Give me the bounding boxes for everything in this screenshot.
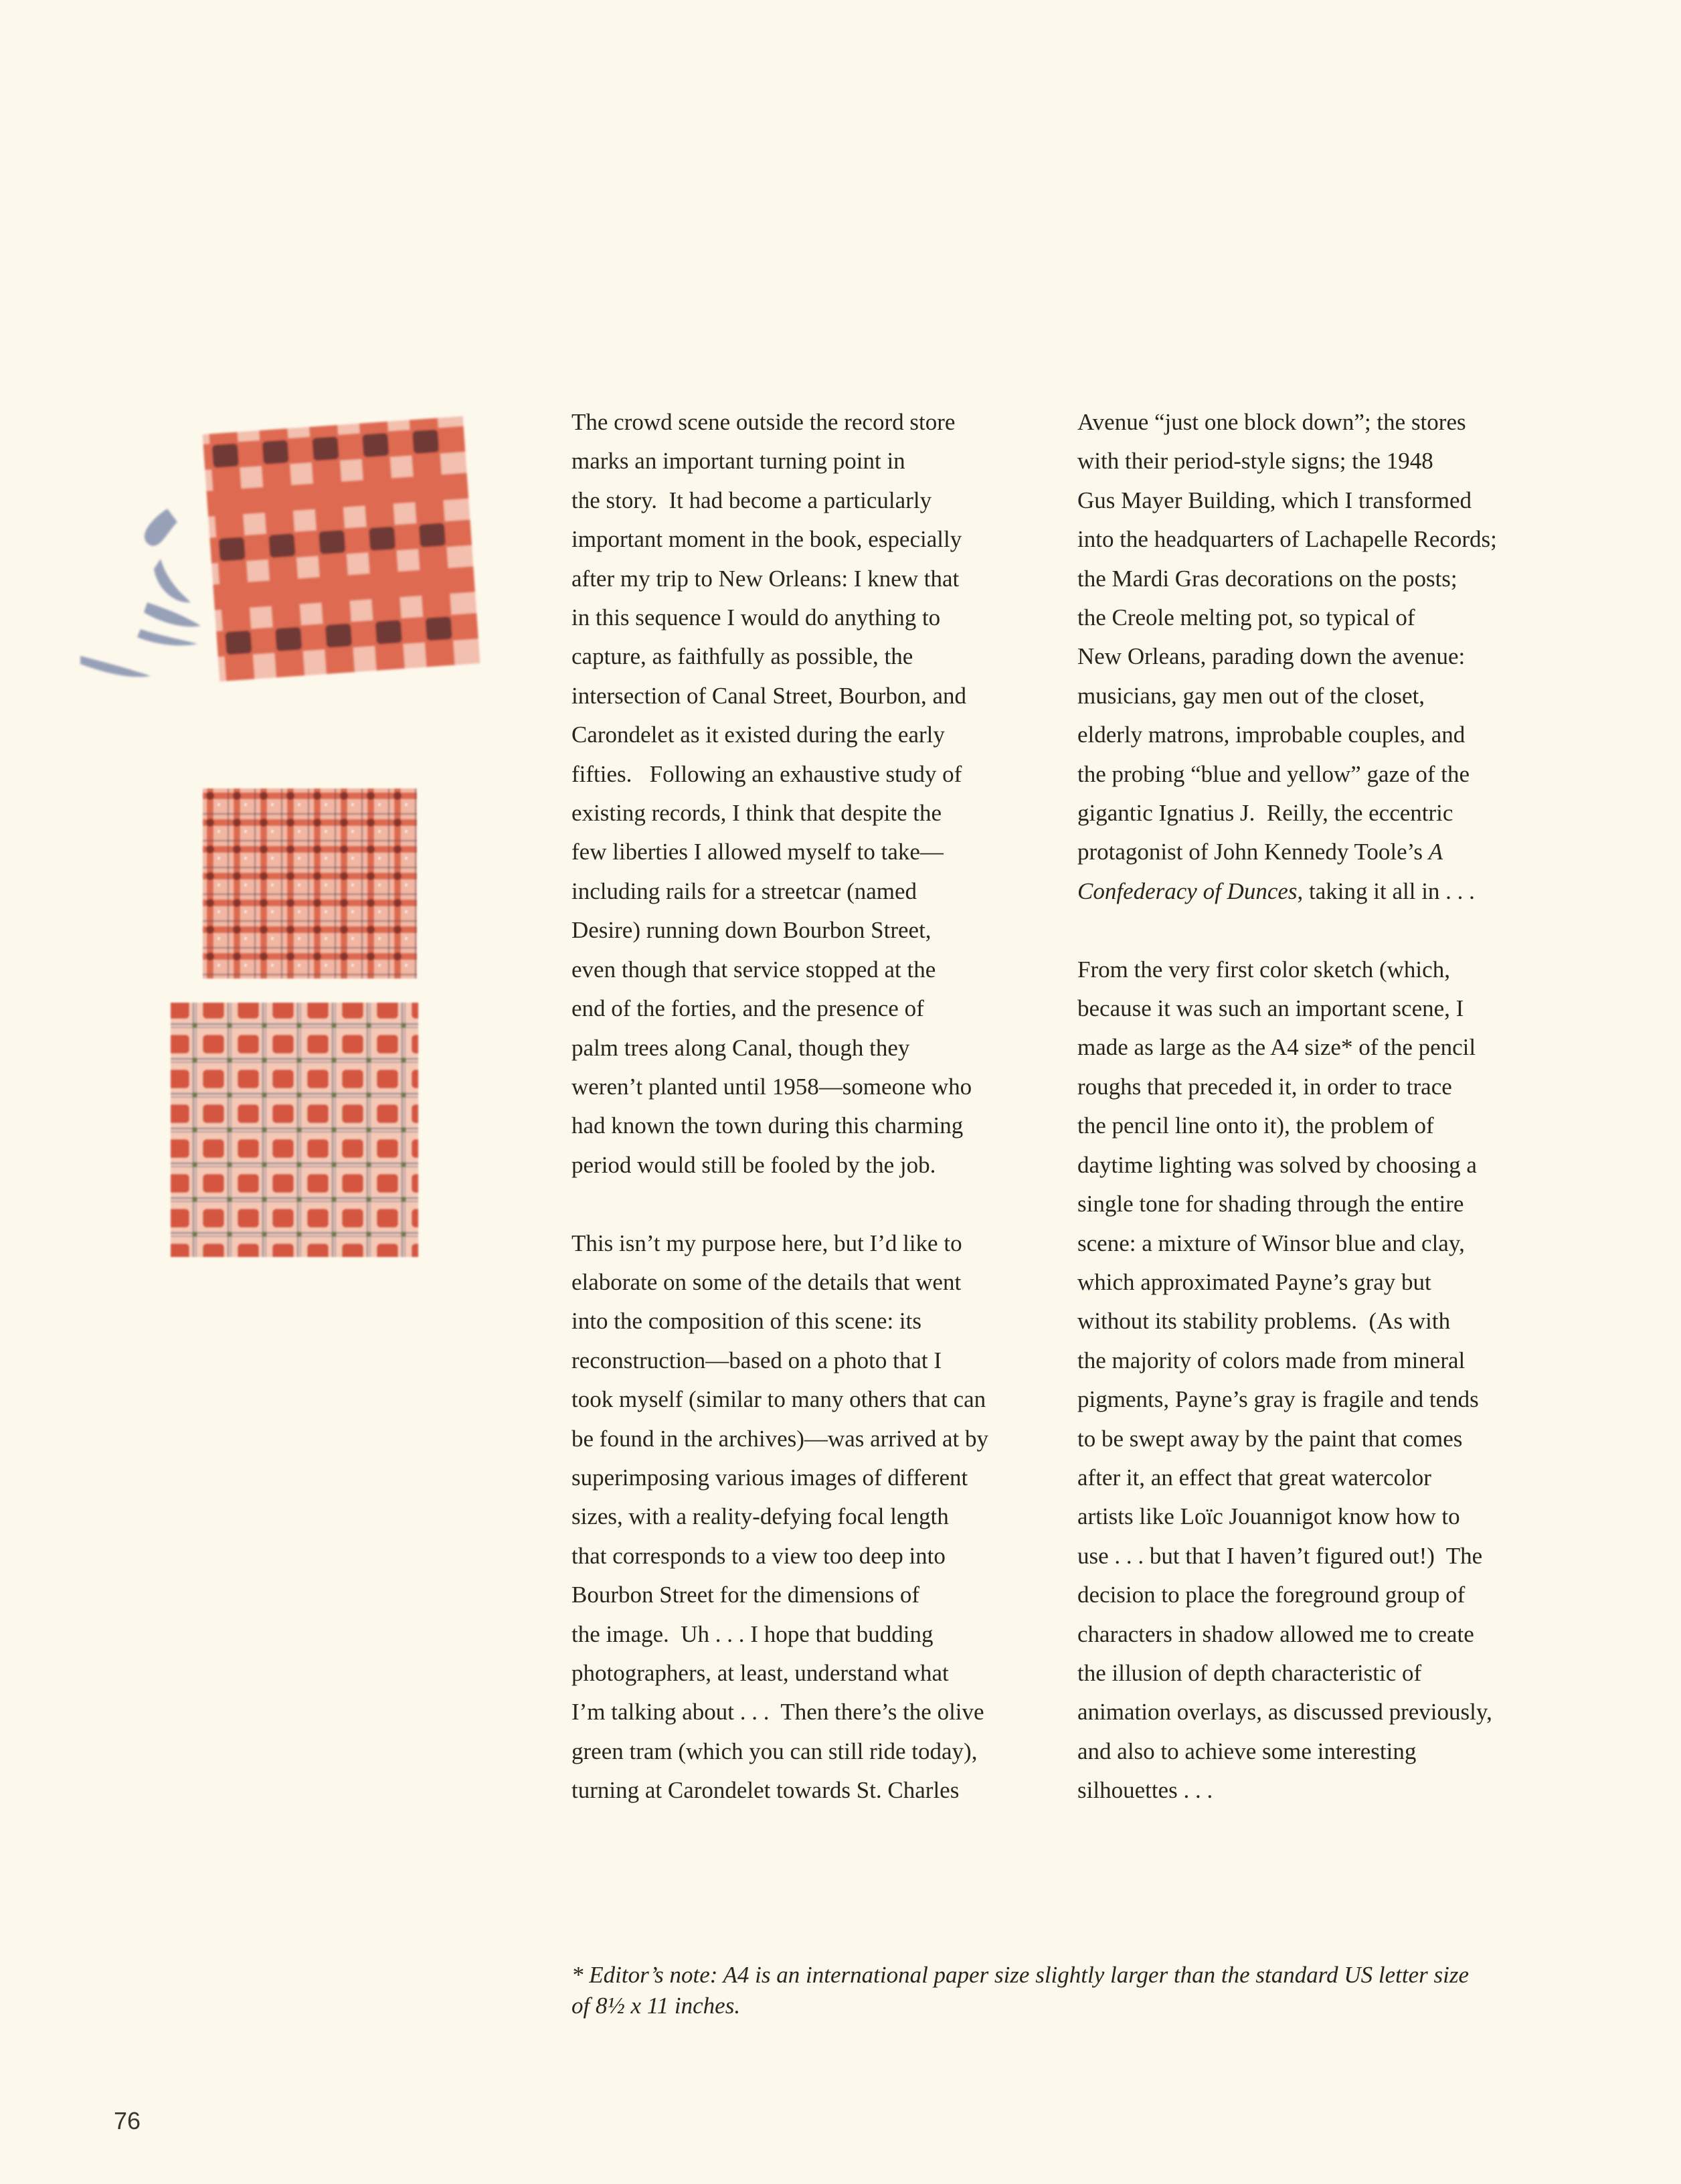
plaid-swatch-small xyxy=(197,783,425,984)
plaid-swatch-large xyxy=(67,395,482,703)
paragraph-color-sketch: From the very first color sketch (which, because it was such an important scene, I made as large as the A4 size* of the pencil roughs that preceded it, in order to trace the pencil line onto it), the problem of daytime lighting was solved by choosing a single tone for shading through the entire scene: a mixture of Winsor blue and clay, which approximated Payne’s gray but without its stability problems. (As with the majority of colors made from mineral pigments, Payne’s gray is fragile and tends to be swept away by the paint that comes after it, an effect that great watercolor artists like Loïc Jouannigot know how to use . . . but that I haven’t figured out!) The decision to place the foreground group of characters in shadow allowed me to create the illusion of depth characteristic of animation overlays, as discussed previously, and also to achieve some interesting silhouettes . . . xyxy=(1077,956,1492,1804)
paragraph-purpose: This isn’t my purpose here, but I’d like to elaborate on some of the details that went into the composition of this scene: its reconstruction—based on a photo that I took myself (similar to many others that can be found in the archives)—was arrived at by superimposing various images of different sizes, with a reality-defying focal length that corresponds to a view too deep into Bourbon Street for the dimensions of the image. Uh . . . I hope that budding photographers, at least, understand what I’m talking about . . . Then there’s the olive green tram (which you can still ride today), turning at Carondelet towards St. Charles xyxy=(571,1230,988,1804)
editors-footnote: * Editor’s note: A4 is an international paper size slightly larger than the standard US letter size of 8½ x 11 inches. xyxy=(571,1962,1469,2019)
paragraph-avenue: Avenue “just one block down”; the stores with their period-style signs; the 1948 Gus Mayer Building, which I transformed into the headquarters of Lachapelle Records; the Mardi Gras decorations on the posts; the Creole melting pot, so typical of New Orleans, parading down the avenue: musicians, gay men out of the closet, elderly matrons, improbable couples, and the probing “blue and yellow” gaze of the gigantic Ignatius J. Reilly, the eccentric protagonist of John Kennedy Toole’s A Confederacy of Dunces, taking it all in . . . xyxy=(1077,409,1497,904)
text-column-right xyxy=(1077,403,1613,1811)
text-column-left xyxy=(571,403,1040,1811)
book-title-start: A xyxy=(1428,839,1443,865)
plaid-swatch-tartan xyxy=(164,996,425,1264)
book-title-end: Confederacy of Dunces xyxy=(1077,877,1298,904)
blue-brush-strokes xyxy=(80,509,201,677)
paragraph-crowd-scene: The crowd scene outside the record store marks an important turning point in the story. It had become a particularly important moment in the book, especially after my trip to New Orleans: I knew that in this sequence I would do anything to capture, as faithfully as possible, the intersection of Canal Street, Bourbon, and Carondelet as it existed during the early fifties. Following an exhaustive study of existing records, I think that despite the few liberties I allowed myself to take— including rails for a streetcar (named Desire) running down Bourbon Street, even though that service stopped at the end of the forties, and the presence of palm trees along Canal, though they weren’t planted until 1958—someone who had known the town during this charming period would still be fooled by the job. xyxy=(571,409,972,1178)
page-number: 76 xyxy=(114,2107,141,2134)
